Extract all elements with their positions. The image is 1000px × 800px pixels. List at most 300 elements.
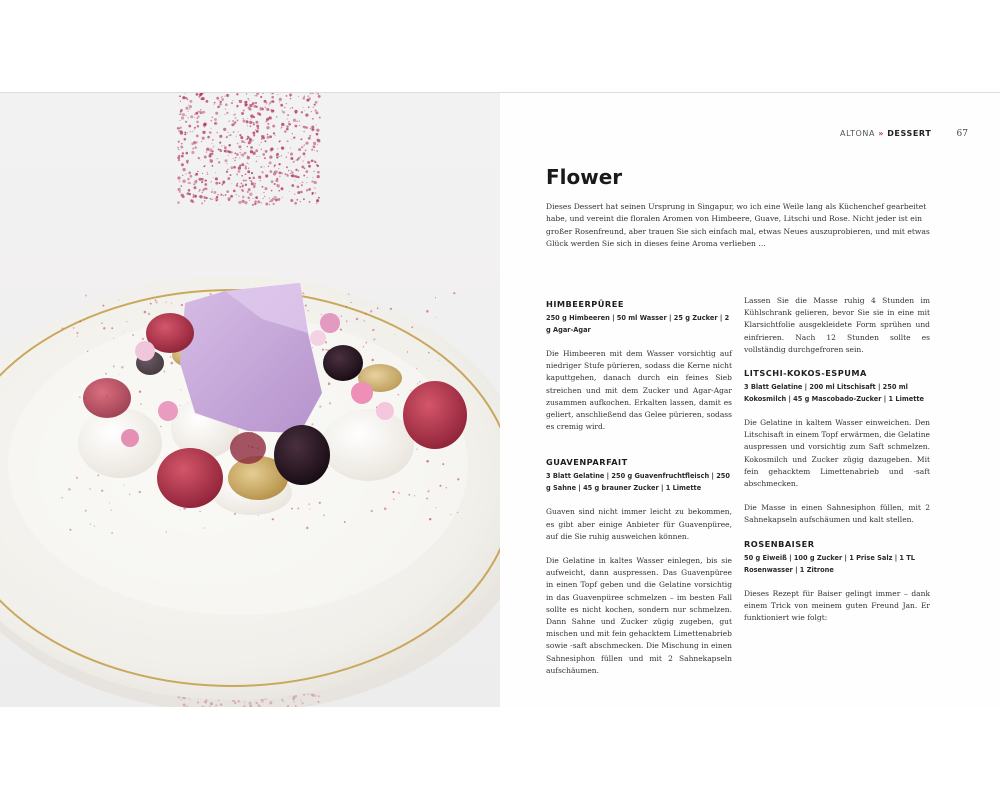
running-header — [840, 129, 968, 139]
powder-speck — [325, 341, 327, 343]
powder-speck — [243, 120, 246, 123]
powder-speck — [286, 125, 287, 126]
powder-speck — [363, 346, 364, 347]
powder-speck — [197, 125, 199, 127]
powder-speck — [101, 490, 103, 492]
powder-speck — [450, 514, 451, 515]
powder-speck — [317, 171, 320, 174]
powder-speck — [182, 180, 185, 183]
powder-speck — [208, 154, 211, 157]
powder-speck — [263, 93, 264, 94]
powder-speck — [242, 185, 244, 187]
powder-speck — [231, 102, 233, 104]
powder-speck — [233, 158, 234, 159]
powder-speck — [427, 490, 429, 492]
powder-speck — [215, 177, 218, 180]
powder-speck — [193, 129, 194, 130]
powder-speck — [291, 175, 293, 177]
powder-speck — [272, 198, 273, 199]
powder-speck — [291, 107, 293, 109]
powder-speck — [233, 190, 236, 193]
powder-speck — [181, 304, 183, 306]
powder-speck — [207, 173, 209, 175]
powder-speck — [307, 161, 310, 164]
powder-speck — [348, 294, 349, 295]
powder-speck — [258, 515, 259, 516]
powder-speck — [240, 136, 243, 139]
powder-speck — [239, 100, 240, 101]
powder-speck — [212, 151, 214, 153]
powder-speck — [301, 184, 303, 186]
powder-speck — [308, 165, 311, 168]
powder-speck — [304, 110, 305, 111]
powder-speck — [300, 191, 303, 194]
powder-speck — [238, 145, 241, 148]
powder-speck — [326, 349, 327, 350]
powder-speck — [189, 109, 190, 110]
raspberry — [157, 448, 223, 508]
powder-speck — [178, 141, 180, 143]
powder-speck — [247, 162, 248, 163]
powder-speck — [188, 117, 189, 118]
powder-speck — [274, 164, 276, 166]
powder-speck — [271, 190, 272, 191]
powder-speck — [144, 311, 147, 314]
powder-speck — [188, 105, 189, 106]
powder-speck — [296, 160, 297, 161]
powder-speck — [245, 103, 247, 105]
powder-speck — [192, 131, 193, 132]
powder-speck — [303, 198, 305, 200]
powder-speck — [426, 460, 429, 463]
rose-petal — [376, 402, 394, 420]
powder-speck — [306, 189, 308, 191]
powder-speck — [231, 183, 232, 184]
powder-speck — [209, 148, 212, 151]
powder-speck — [284, 130, 286, 132]
powder-speck — [286, 166, 288, 168]
powder-speck — [201, 97, 202, 98]
powder-speck — [265, 150, 268, 153]
rosenbaiser-heading: ROSENBAISER — [744, 538, 815, 549]
powder-speck — [229, 135, 230, 136]
powder-speck — [212, 139, 214, 141]
powder-speck — [221, 97, 222, 98]
powder-speck — [194, 127, 196, 129]
powder-speck — [177, 147, 179, 149]
powder-speck — [68, 488, 70, 490]
powder-speck — [426, 310, 429, 313]
rose-petal — [351, 382, 373, 404]
powder-speck — [308, 106, 310, 108]
powder-speck — [398, 492, 400, 494]
powder-speck — [242, 200, 245, 203]
powder-speck — [321, 314, 322, 315]
powder-speck — [312, 177, 313, 178]
powder-speck — [199, 196, 200, 197]
powder-speck — [305, 149, 307, 151]
powder-speck — [237, 143, 239, 145]
powder-speck — [185, 121, 187, 123]
powder-speck — [252, 140, 253, 141]
powder-speck — [214, 122, 217, 125]
powder-speck — [299, 125, 300, 126]
powder-speck — [118, 300, 119, 301]
powder-speck — [270, 170, 273, 173]
powder-speck — [291, 139, 292, 140]
powder-speck — [249, 121, 252, 124]
powder-speck — [204, 165, 205, 166]
powder-speck — [312, 128, 314, 130]
powder-speck — [249, 100, 250, 101]
powder-speck — [214, 102, 216, 104]
powder-speck — [275, 135, 276, 136]
powder-speck — [311, 180, 313, 182]
powder-speck — [79, 396, 81, 398]
powder-speck — [202, 173, 203, 174]
powder-speck — [179, 181, 180, 182]
powder-speck — [85, 295, 87, 297]
powder-speck — [205, 100, 208, 103]
powder-speck — [185, 508, 186, 509]
powder-speck — [284, 107, 285, 108]
chapter-label: ALTONA — [840, 129, 876, 138]
powder-speck — [222, 96, 223, 97]
powder-speck — [111, 327, 113, 329]
rose-petal — [320, 313, 340, 333]
powder-speck — [316, 138, 319, 141]
powder-speck — [346, 306, 347, 307]
powder-speck — [202, 111, 205, 114]
rose-petal — [158, 401, 178, 421]
powder-speck — [211, 199, 212, 200]
powder-speck — [179, 191, 181, 193]
powder-speck — [253, 116, 255, 118]
powder-speck — [235, 117, 237, 119]
powder-speck — [286, 103, 287, 104]
powder-speck — [199, 189, 201, 191]
powder-speck — [219, 103, 222, 106]
powder-speck — [226, 94, 229, 97]
powder-speck — [228, 144, 231, 147]
powder-speck — [394, 334, 395, 335]
powder-speck — [113, 365, 115, 367]
powder-speck — [274, 166, 275, 167]
powder-speck — [227, 177, 230, 180]
powder-speck — [306, 527, 309, 530]
powder-speck — [252, 198, 253, 199]
rose-petal — [310, 330, 326, 346]
powder-speck — [288, 122, 289, 123]
powder-speck — [190, 131, 191, 132]
powder-speck — [264, 157, 266, 159]
powder-speck — [230, 174, 232, 176]
powder-speck — [230, 166, 233, 169]
powder-speck — [251, 182, 254, 185]
powder-speck — [445, 487, 446, 488]
powder-speck — [187, 111, 188, 112]
powder-speck — [313, 142, 316, 145]
powder-speck — [171, 362, 174, 365]
powder-speck — [123, 331, 124, 332]
page-number: 67 — [956, 129, 968, 139]
powder-speck — [255, 200, 257, 202]
powder-speck — [371, 359, 374, 362]
powder-speck — [277, 94, 278, 95]
powder-speck — [193, 141, 195, 143]
powder-speck — [309, 135, 311, 137]
powder-speck — [217, 158, 218, 159]
powder-speck — [276, 153, 279, 156]
powder-speck — [271, 180, 274, 183]
powder-speck — [263, 198, 264, 199]
powder-speck — [282, 197, 283, 198]
powder-speck — [248, 168, 249, 169]
powder-speck — [275, 196, 277, 198]
powder-speck — [346, 321, 347, 322]
powder-speck — [303, 161, 304, 162]
powder-speck — [377, 307, 379, 309]
raspberry — [83, 378, 131, 418]
powder-speck — [79, 321, 81, 323]
powder-speck — [429, 518, 431, 520]
powder-speck — [316, 199, 319, 202]
powder-speck — [317, 175, 320, 178]
powder-speck — [293, 161, 295, 163]
powder-speck — [438, 360, 439, 361]
powder-speck — [245, 167, 247, 169]
powder-speck — [196, 121, 199, 124]
powder-speck — [269, 102, 271, 104]
powder-speck — [304, 96, 306, 98]
powder-speck — [373, 338, 375, 340]
powder-speck — [223, 128, 226, 131]
powder-speck — [316, 93, 317, 94]
powder-speck — [186, 115, 187, 116]
powder-speck — [225, 114, 226, 115]
powder-speck — [276, 116, 277, 117]
powder-speck — [306, 99, 309, 102]
powder-speck — [209, 198, 211, 200]
powder-speck — [139, 390, 141, 392]
powder-speck — [62, 327, 64, 329]
powder-speck — [310, 93, 312, 94]
powder-speck — [236, 184, 239, 187]
powder-speck — [249, 105, 250, 106]
powder-speck — [260, 96, 262, 98]
powder-speck — [204, 123, 206, 125]
powder-speck — [241, 112, 244, 115]
powder-speck — [204, 156, 207, 159]
powder-speck — [256, 125, 259, 128]
powder-speck — [180, 389, 181, 390]
powder-speck — [237, 106, 239, 108]
powder-speck — [200, 98, 202, 100]
powder-speck — [299, 121, 300, 122]
powder-speck — [206, 148, 209, 151]
powder-speck — [269, 204, 270, 205]
powder-speck — [204, 527, 205, 528]
powder-speck — [316, 129, 317, 130]
powder-speck — [282, 110, 283, 111]
powder-speck — [435, 297, 436, 298]
powder-speck — [296, 199, 298, 201]
powder-speck — [278, 168, 279, 169]
powder-speck — [269, 198, 270, 199]
powder-speck — [69, 529, 71, 531]
powder-speck — [224, 150, 226, 152]
powder-speck — [302, 292, 304, 294]
powder-speck — [183, 156, 184, 157]
powder-speck — [249, 193, 252, 196]
powder-speck — [264, 166, 265, 167]
powder-speck — [307, 177, 308, 178]
litschi-heading: LITSCHI-KOKOS-ESPUMA — [744, 368, 867, 379]
powder-speck — [272, 518, 274, 520]
powder-speck — [180, 146, 183, 149]
powder-speck — [180, 101, 181, 102]
powder-speck — [280, 104, 283, 107]
powder-speck — [189, 182, 191, 184]
powder-speck — [249, 125, 251, 127]
powder-speck — [255, 121, 258, 124]
powder-speck — [252, 131, 255, 134]
powder-speck — [202, 189, 204, 191]
powder-speck — [246, 152, 247, 153]
powder-speck — [247, 170, 250, 173]
powder-speck — [240, 152, 241, 153]
powder-speck — [309, 201, 311, 203]
powder-speck — [300, 201, 301, 202]
powder-speck — [243, 180, 245, 182]
powder-speck — [198, 178, 201, 181]
powder-speck — [392, 491, 394, 493]
powder-speck — [180, 509, 181, 510]
powder-speck — [197, 142, 198, 143]
powder-speck — [247, 118, 248, 119]
powder-speck — [226, 112, 228, 114]
powder-speck — [97, 474, 99, 476]
powder-speck — [227, 169, 228, 170]
powder-speck — [270, 199, 273, 202]
powder-speck — [281, 123, 284, 126]
powder-speck — [219, 204, 220, 205]
powder-speck — [370, 310, 372, 312]
powder-speck — [290, 98, 291, 99]
powder-speck — [259, 156, 260, 157]
powder-speck — [305, 113, 308, 116]
powder-speck — [297, 508, 299, 510]
powder-speck — [132, 334, 134, 336]
powder-speck — [255, 95, 256, 96]
powder-speck — [328, 382, 331, 385]
powder-speck — [187, 162, 189, 164]
powder-speck — [252, 102, 255, 105]
powder-speck — [273, 196, 274, 197]
powder-speck — [241, 153, 244, 156]
powder-speck — [291, 184, 294, 187]
powder-speck — [102, 305, 104, 307]
powder-speck — [298, 170, 299, 171]
chevron-separator: » — [878, 129, 885, 138]
powder-speck — [182, 168, 185, 171]
powder-speck — [182, 195, 185, 198]
himbeerpueree-ingredients: 250 g Himbeeren | 50 ml Wasser | 25 g Zucker | 2 g Agar-Agar — [546, 314, 730, 334]
powder-speck — [260, 107, 262, 109]
powder-speck — [250, 180, 251, 181]
powder-speck — [246, 93, 247, 94]
powder-speck — [277, 198, 280, 201]
powder-speck — [270, 93, 271, 94]
powder-speck — [274, 183, 276, 185]
powder-speck — [256, 93, 259, 95]
powder-speck — [247, 125, 248, 126]
powder-speck — [303, 152, 306, 155]
rosenbaiser-ingredients: 50 g Eiweiß | 100 g Zucker | 1 Prise Salz | 1 TL Rosenwasser | 1 Zitrone — [744, 553, 916, 574]
powder-speck — [249, 178, 251, 180]
powder-speck — [140, 403, 141, 404]
powder-speck — [273, 198, 275, 200]
powder-speck — [249, 200, 250, 201]
powder-speck — [255, 102, 257, 104]
powder-speck — [261, 171, 263, 173]
powder-speck — [293, 136, 295, 138]
recipe-title: Flower — [546, 165, 623, 189]
powder-speck — [439, 485, 441, 487]
powder-speck — [356, 318, 359, 321]
powder-speck — [198, 111, 200, 113]
powder-speck — [314, 181, 317, 184]
powder-speck — [192, 200, 195, 203]
powder-speck — [221, 145, 222, 146]
powder-speck — [179, 95, 181, 97]
powder-speck — [265, 174, 268, 177]
powder-speck — [203, 196, 206, 199]
powder-speck — [219, 101, 221, 103]
powder-speck — [266, 109, 267, 110]
powder-speck — [272, 100, 275, 103]
powder-speck — [205, 180, 207, 182]
powder-speck — [216, 132, 218, 134]
powder-speck — [245, 180, 247, 182]
powder-speck — [219, 182, 221, 184]
powder-speck — [287, 114, 289, 116]
recipe-intro: Dieses Dessert hat seinen Ursprung in Singapur, wo ich eine Weile lang als Küchenchef gearbeitet habe, und vereint die floralen Aromen von Himbeere, Guave, Litschi und Rose. Nicht jeder ist ein großer Rosenfreund, aber trauen Sie sich einfach mal, etwas Neues auszuprobieren, und mit etwas Glück werden Sie sich in dieses feine Aroma verlieben … — [546, 202, 930, 249]
powder-speck — [254, 183, 256, 185]
powder-speck — [238, 195, 239, 196]
powder-speck — [236, 93, 238, 95]
powder-speck — [298, 148, 301, 151]
powder-speck — [76, 477, 78, 479]
powder-speck — [296, 120, 297, 121]
powder-speck — [202, 192, 203, 193]
powder-speck — [269, 161, 272, 164]
powder-speck — [129, 494, 130, 495]
powder-speck — [213, 147, 214, 148]
powder-speck — [436, 507, 437, 508]
powder-speck — [364, 320, 365, 321]
powder-speck — [248, 164, 249, 165]
powder-speck — [302, 182, 304, 184]
powder-speck — [286, 157, 287, 158]
powder-speck — [315, 188, 316, 189]
powder-speck — [419, 381, 420, 382]
powder-speck — [252, 177, 255, 180]
powder-speck — [61, 497, 63, 499]
powder-speck — [234, 160, 236, 162]
powder-speck — [194, 186, 197, 189]
recipe-column-right — [744, 296, 930, 636]
